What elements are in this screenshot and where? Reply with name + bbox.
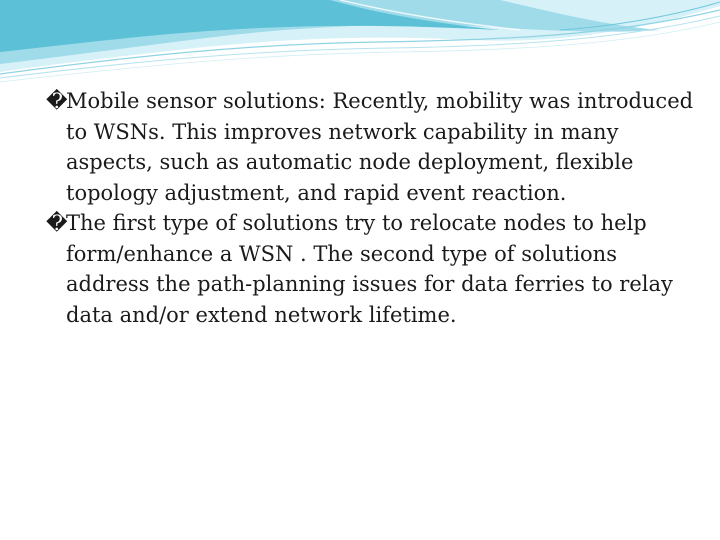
bullet-glyph-icon: � xyxy=(46,89,68,113)
bullet-glyph-icon: � xyxy=(46,211,68,235)
bullet-text: The first type of solutions try to relocate nodes to help form/enhance a WSN . The second type of solutions address the path-planning issues for data ferries to relay data and/or extend network lifetime. xyxy=(66,211,673,327)
header-wave-decoration xyxy=(0,0,720,90)
bullet-text: Mobile sensor solutions: Recently, mobility was introduced to WSNs. This improves network capability in many aspects, such as automatic node deployment, flexible topology adjustment, and rapid event reaction. xyxy=(66,89,694,205)
bullet-item-solution-types xyxy=(46,208,696,330)
slide-bullet-list xyxy=(46,86,696,330)
bullet-item-mobile-sensor xyxy=(46,86,696,208)
